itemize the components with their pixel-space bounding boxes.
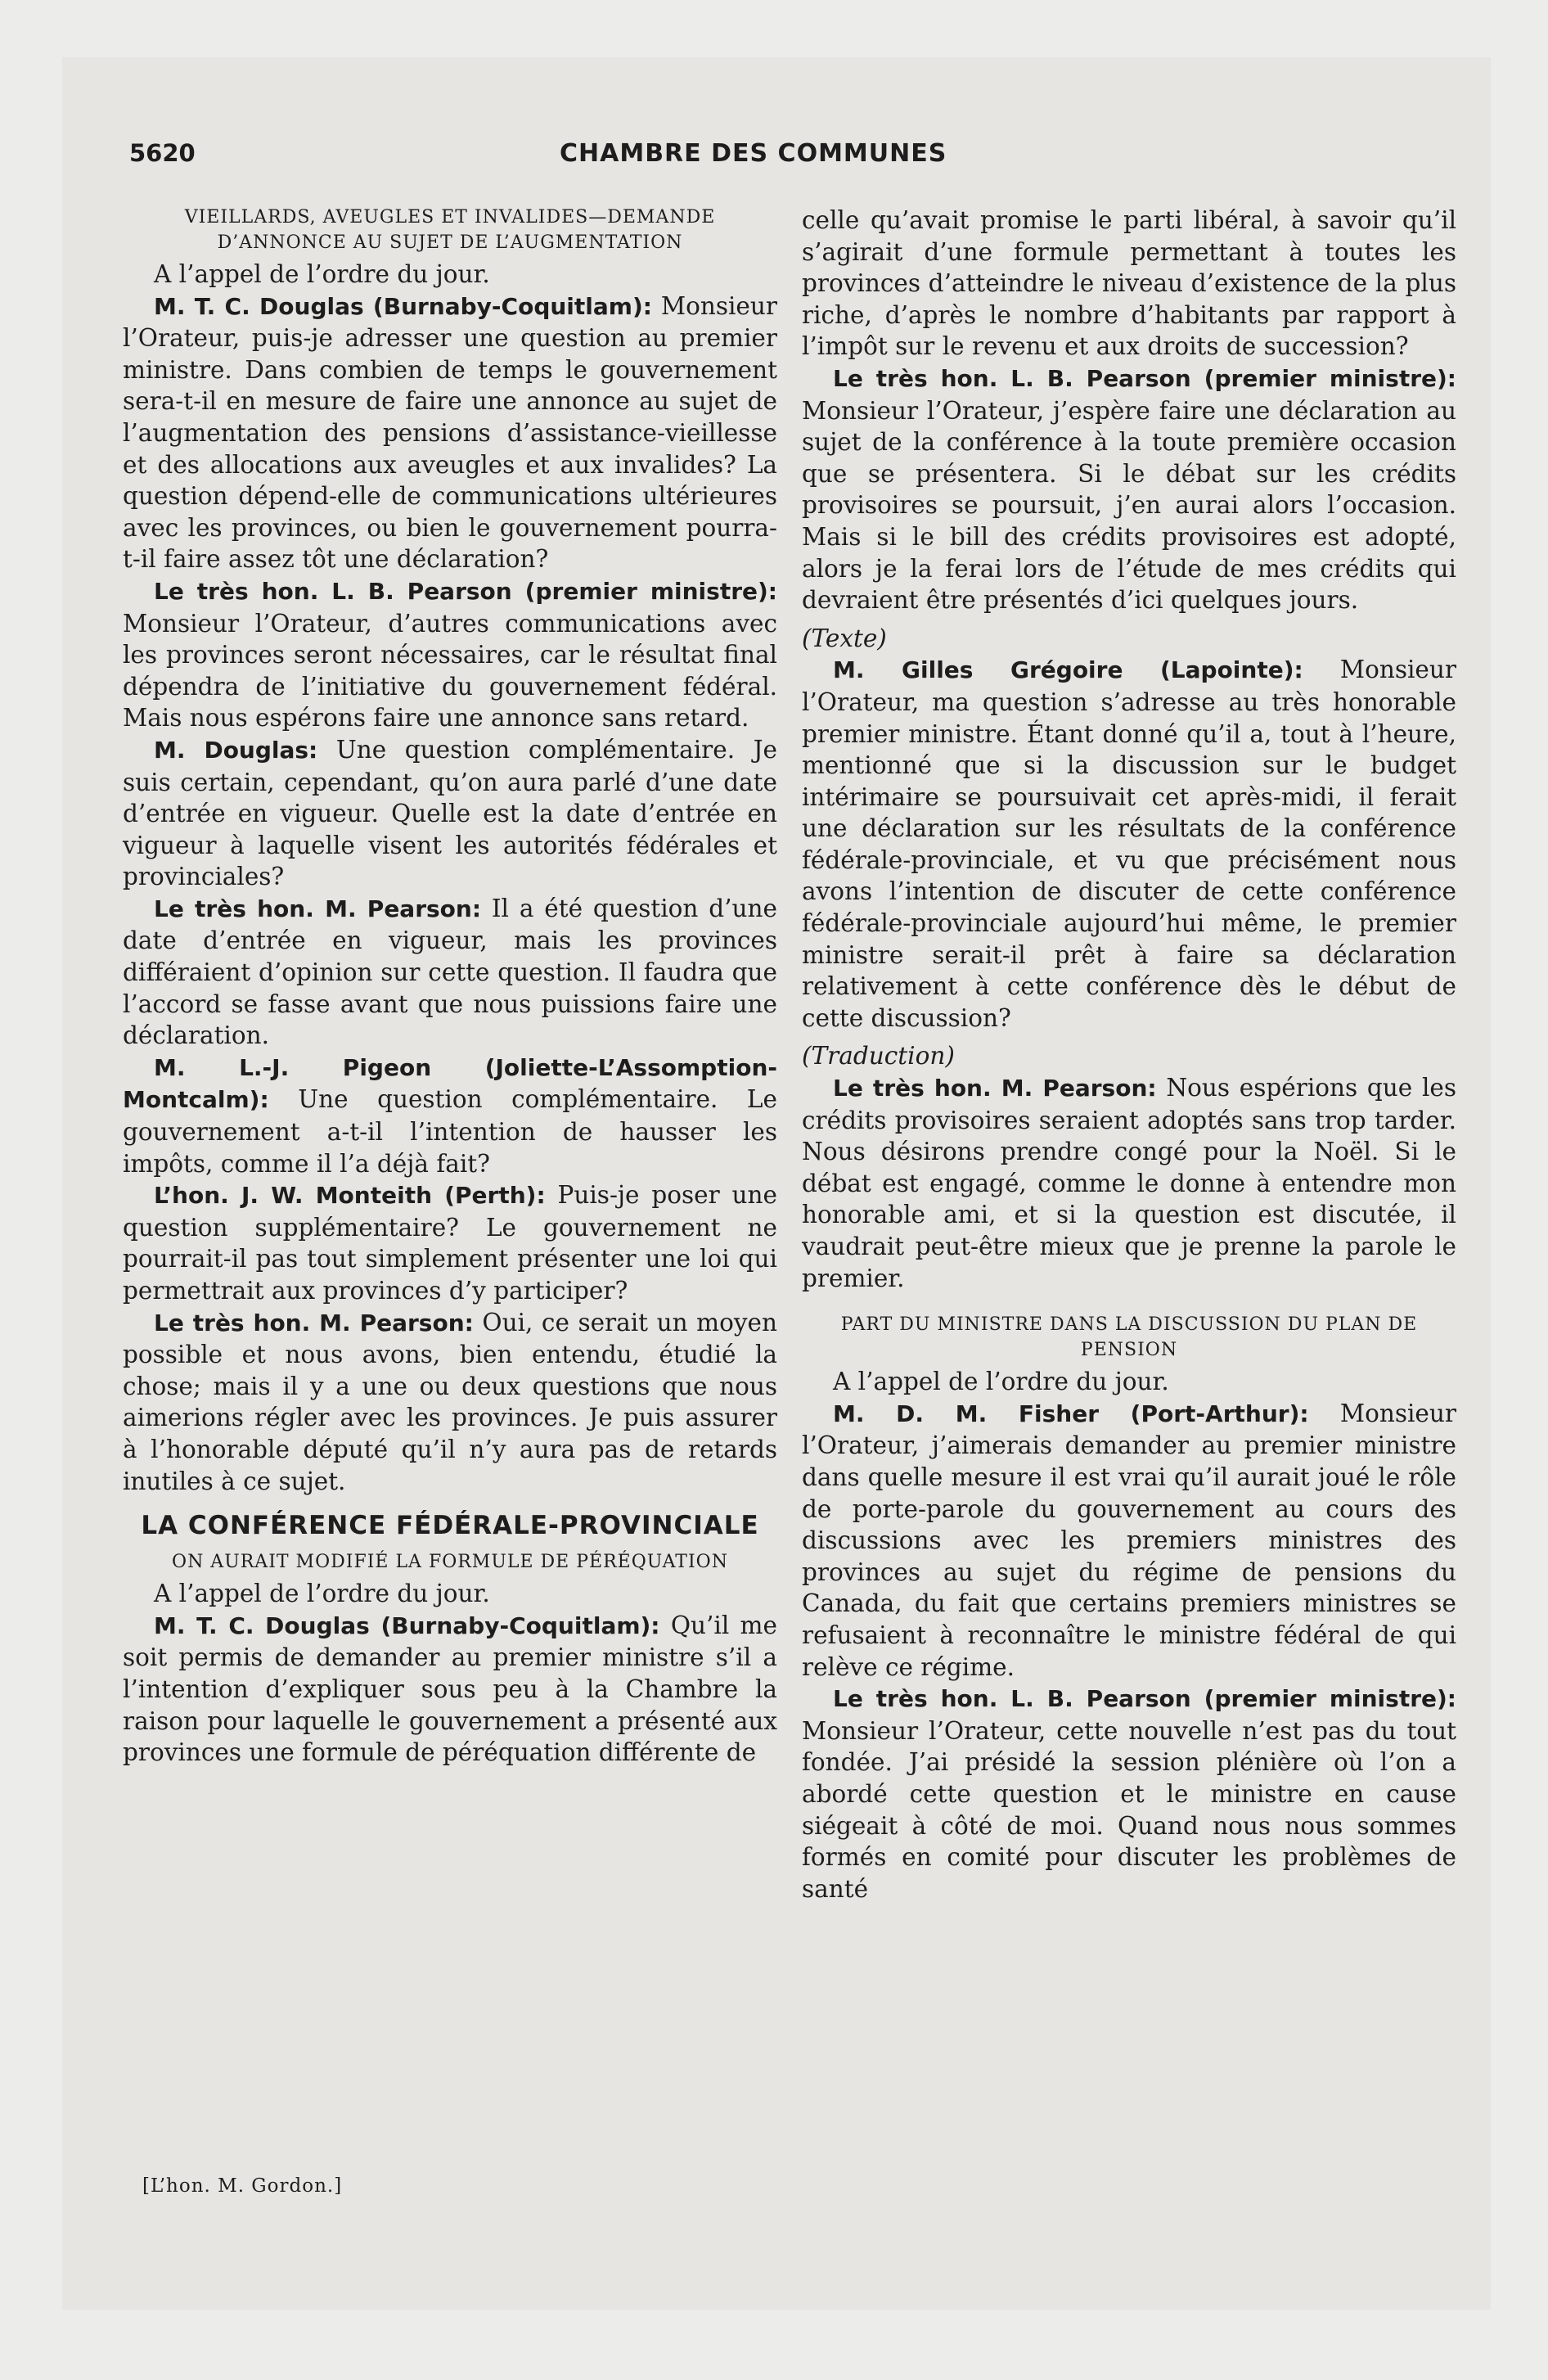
footer-note: [L’hon. M. Gordon.] <box>142 2175 343 2197</box>
speaker-name: L’hon. J. W. Monteith (Perth): <box>154 1182 546 1210</box>
speaker-name: Le très hon. M. Pearson: <box>154 1309 474 1336</box>
section-heading-pension-plan: PART DU MINISTRE DANS LA DISCUSSION DU PLAN DE PENSION <box>840 1314 1418 1361</box>
section-title-conference: LA CONFÉRENCE FÉDÉRALE-PROVINCIALE <box>141 1511 759 1541</box>
paragraph: A l’appel de l’ordre du jour. <box>833 1368 1169 1396</box>
section-subheading-equalization: ON AURAIT MODIFIÉ LA FORMULE DE PÉRÉQUATION <box>172 1552 728 1573</box>
paragraph: Le très hon. L. B. Pearson (premier ministre): Monsieur l’Orateur, d’autres communications avec les provinces seront nécessaires, car le résultat final dépendra de l’initiative du gouvernement fédéral. Mais nous espérons faire une annonce sans retard. <box>123 577 777 732</box>
paragraph: celle qu’avait promise le parti libéral, à savoir qu’il s’agirait d’une formule permettant à toutes les provinces d’atteindre le niveau d’existence de la plus riche, d’après le nombre d’habitants par rapport à l’impôt sur le revenu et aux droits de succession? <box>802 206 1456 361</box>
speaker-name: Le très hon. M. Pearson: <box>833 1075 1157 1102</box>
language-label-texte: (Texte) <box>802 624 887 652</box>
page-number: 5620 <box>129 139 196 167</box>
language-label-traduction: (Traduction) <box>802 1042 955 1071</box>
speaker-name: Le très hon. L. B. Pearson (premier ministre): <box>833 364 1456 392</box>
running-title: CHAMBRE DES COMMUNES <box>560 139 947 168</box>
paragraph: Le très hon. M. Pearson: Nous espérions que les crédits provisoires seraient adoptés sans trop tarder. Nous désirons prendre congé pour la Noël. Si le débat est engagé, comme le donne à entendre mon honorable ami, et si la question est discutée, il vaudrait peut-être mieux que je prenne la parole le premier. <box>802 1074 1456 1292</box>
paragraph: Le très hon. M. Pearson: Il a été question d’une date d’entrée en vigueur, mais les provinces différaient d’opinion sur cette question. Il faudra que l’accord se fasse avant que nous puissions faire une déclaration. <box>123 894 777 1050</box>
speaker-name: M. T. C. Douglas (Burnaby-Coquitlam): <box>154 1611 660 1639</box>
paragraph: M. Gilles Grégoire (Lapointe): Monsieur l’Orateur, ma question s’adresse au très honorable premier ministre. Étant donné qu’il a, tout à l’heure, mentionné que si la discussion sur le budget intérimaire se poursuivait cet après-midi, il ferait une déclaration sur les résultats de la conférence fédérale-provinciale, et vu que précisément nous avons l’intention de discuter de cette conférence fédérale-provinciale aujourd’hui même, le premier ministre serait-il prêt à faire sa déclaration relativement à cette conférence dès le début de cette discussion? <box>802 656 1456 1032</box>
left-column <box>123 205 777 1769</box>
paragraph: M. T. C. Douglas (Burnaby-Coquitlam): Monsieur l’Orateur, puis-je adresser une question au premier ministre. Dans combien de temps le gouvernement sera-t-il en mesure de faire une annonce au sujet de l’augmentation des pensions d’assistance-vieillesse et des allocations aux aveugles et aux invalides? La question dépend-elle de communications ultérieures avec les provinces, ou bien le gouvernement pourra-t-il faire assez tôt une déclaration? <box>123 291 777 574</box>
paragraph: Le très hon. M. Pearson: Oui, ce serait un moyen possible et nous avons, bien entendu, étudié la chose; mais il y a une ou deux questions que nous aimerions régler avec les provinces. Je puis assurer à l’honorable député qu’il n’y aura pas de retards inutiles à ce sujet. <box>123 1308 777 1495</box>
paragraph: L’hon. J. W. Monteith (Perth): Puis-je poser une question supplémentaire? Le gouvernement ne pourrait-il pas tout simplement présenter une loi qui permettrait aux provinces d’y participer? <box>123 1181 777 1305</box>
paragraph: M. T. C. Douglas (Burnaby-Coquitlam): Qu’il me soit permis de demander au premier ministre s’il a l’intention d’expliquer sous peu à la Chambre la raison pour laquelle le gouvernement a présenté aux provinces une formule de péréquation différente de <box>123 1611 777 1767</box>
speaker-name: Le très hon. L. B. Pearson (premier ministre): <box>154 577 777 605</box>
speaker-name: Le très hon. M. Pearson: <box>154 895 482 922</box>
paragraph: Le très hon. L. B. Pearson (premier ministre): Monsieur l’Orateur, cette nouvelle n’est pas du tout fondée. J’ai présidé la session plénière où l’on a abordé cette question et le ministre en cause siégeait à côté de moi. Quand nous nous sommes formés en comité pour discuter les problèmes de santé <box>802 1685 1456 1903</box>
section-heading-pensions: VIEILLARDS, AVEUGLES ET INVALIDES—DEMANDE D’ANNONCE AU SUJET DE L’AUGMENTATION <box>184 207 716 253</box>
paragraph: A l’appel de l’ordre du jour. <box>154 1580 490 1608</box>
paragraph: A l’appel de l’ordre du jour. <box>154 260 490 288</box>
speaker-name: M. D. M. Fisher (Port-Arthur): <box>833 1400 1309 1427</box>
paragraph: Le très hon. L. B. Pearson (premier ministre): Monsieur l’Orateur, j’espère faire une déclaration au sujet de la conférence à la toute première occasion que se présentera. Si le débat sur les crédits provisoires se poursuit, j’en aurai alors l’occasion. Mais si le bill des crédits provisoires est adopté, alors je la ferai lors de l’étude de mes crédits qui devraient être présentés d’ici quelques jours. <box>802 364 1456 615</box>
speaker-name: M. T. C. Douglas (Burnaby-Coquitlam): <box>154 292 652 320</box>
spacer <box>802 1294 1456 1302</box>
paragraph: M. L.-J. Pigeon (Joliette-L’Assomption-Montcalm): Une question complémentaire. Le gouvernement a-t-il l’intention de hausser les impôts, comme il l’a déjà fait? <box>123 1053 777 1178</box>
paragraph: M. D. M. Fisher (Port-Arthur): Monsieur l’Orateur, j’aimerais demander au premier ministre dans quelle mesure il est vrai qu’il aurait joué le rôle de porte-parole du gouvernement au cours des discussions avec les premiers ministres des provinces au sujet du régime de pensions du Canada, du fait que certains premiers ministres se refusaient à reconnaître le ministre fédéral de qui relève ce régime. <box>802 1399 1456 1681</box>
paragraph: M. Douglas: Une question complémentaire. Je suis certain, cependant, qu’on aura parlé d’une date d’entrée en vigueur. Quelle est la date d’entrée en vigueur à laquelle visent les autorités fédérales et provinciales? <box>123 735 777 891</box>
speaker-name: M. L.-J. Pigeon (Joliette-L’Assomption-Montcalm): <box>123 1053 777 1114</box>
speaker-name: M. Douglas: <box>154 736 318 764</box>
right-column <box>802 205 1456 1904</box>
speaker-name: M. Gilles Grégoire (Lapointe): <box>833 656 1303 684</box>
speaker-name: Le très hon. L. B. Pearson (premier ministre): <box>833 1685 1456 1713</box>
